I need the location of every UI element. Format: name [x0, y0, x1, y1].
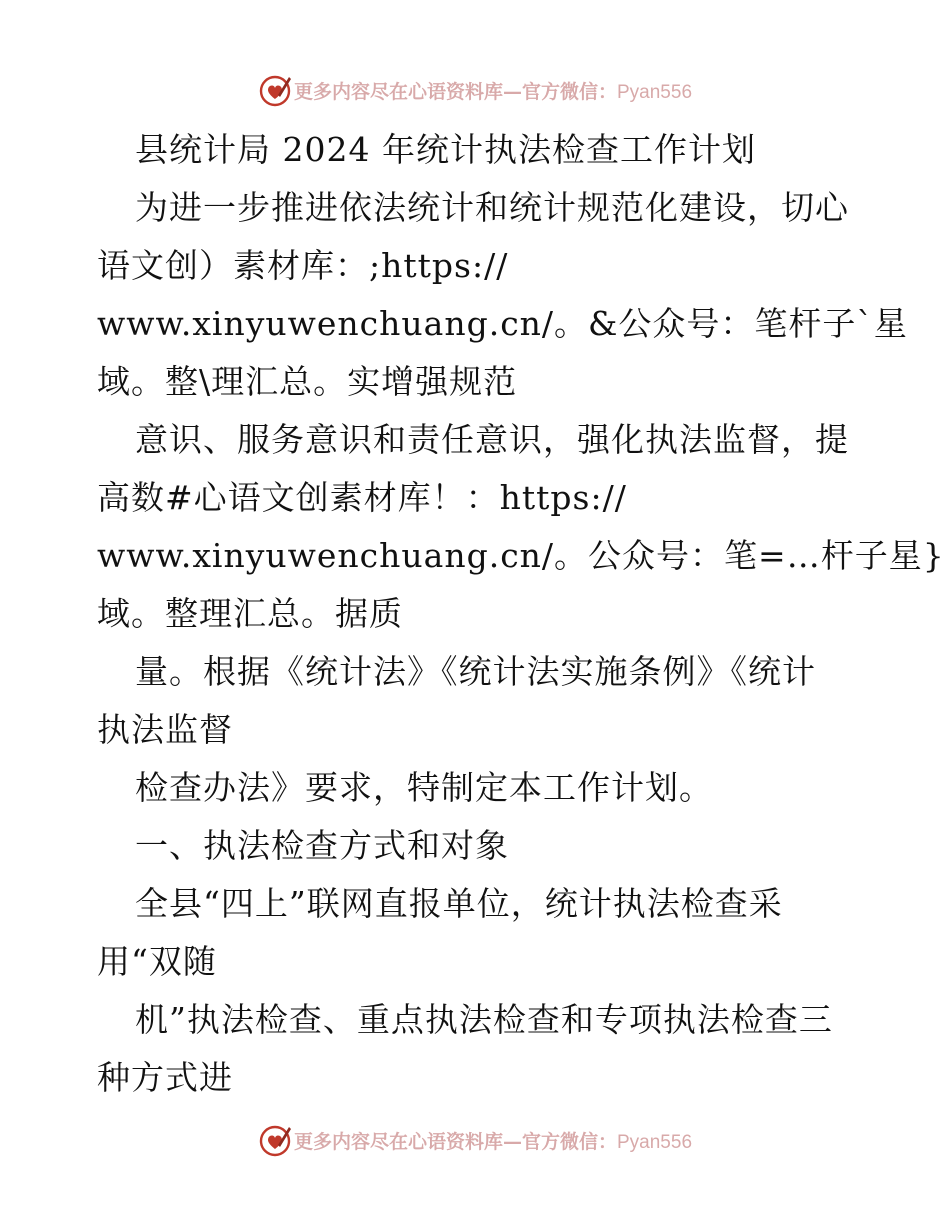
banner-text: 更多内容尽在心语资料库—官方微信：Pyan556 — [293, 1130, 693, 1153]
section-heading: 一、执法检查方式和对象 — [135, 826, 509, 865]
paragraph-line: 种方式进 — [97, 1058, 233, 1097]
paragraph-line: 高数#心语文创素材库！：https:// — [97, 478, 627, 517]
paragraph-line: 意识、服务意识和责任意识，强化执法监督，提 — [135, 420, 849, 459]
heart-pen-logo-icon — [258, 73, 292, 107]
paragraph-line: 用“双随 — [97, 942, 217, 981]
header-banner — [0, 70, 950, 110]
paragraph-line: 机”执法检查、重点执法检查和专项执法检查三 — [135, 1000, 833, 1039]
paragraph-line: www.xinyuwenchuang.cn/。公众号：笔=…杆子星} — [97, 536, 945, 575]
paragraph-line: www.xinyuwenchuang.cn/。&公众号：笔杆子`星 — [97, 304, 908, 343]
paragraph-line: 量。根据《统计法》《统计法实施条例》《统计 — [135, 652, 816, 691]
paragraph-line: 全县“四上”联网直报单位，统计执法检查采 — [135, 884, 783, 923]
footer-banner — [0, 1120, 950, 1160]
paragraph-line: 检查办法》要求，特制定本工作计划。 — [135, 768, 713, 807]
paragraph-line: 执法监督 — [97, 710, 233, 749]
heart-pen-logo-icon — [258, 1123, 292, 1157]
banner-text: 更多内容尽在心语资料库—官方微信：Pyan556 — [293, 80, 693, 103]
wechat-id: Pyan556 — [617, 81, 693, 103]
paragraph-line: 域。整\理汇总。实增强规范 — [97, 362, 518, 401]
doc-title: 县统计局 2024 年统计执法检查工作计划 — [135, 130, 756, 169]
paragraph-line: 为进一步推进依法统计和统计规范化建设，切心 — [135, 188, 849, 227]
wechat-id: Pyan556 — [617, 1131, 693, 1153]
paragraph-line: 域。整理汇总。据质 — [97, 594, 403, 633]
paragraph-line: 语文创）素材库：;https:// — [97, 246, 509, 285]
